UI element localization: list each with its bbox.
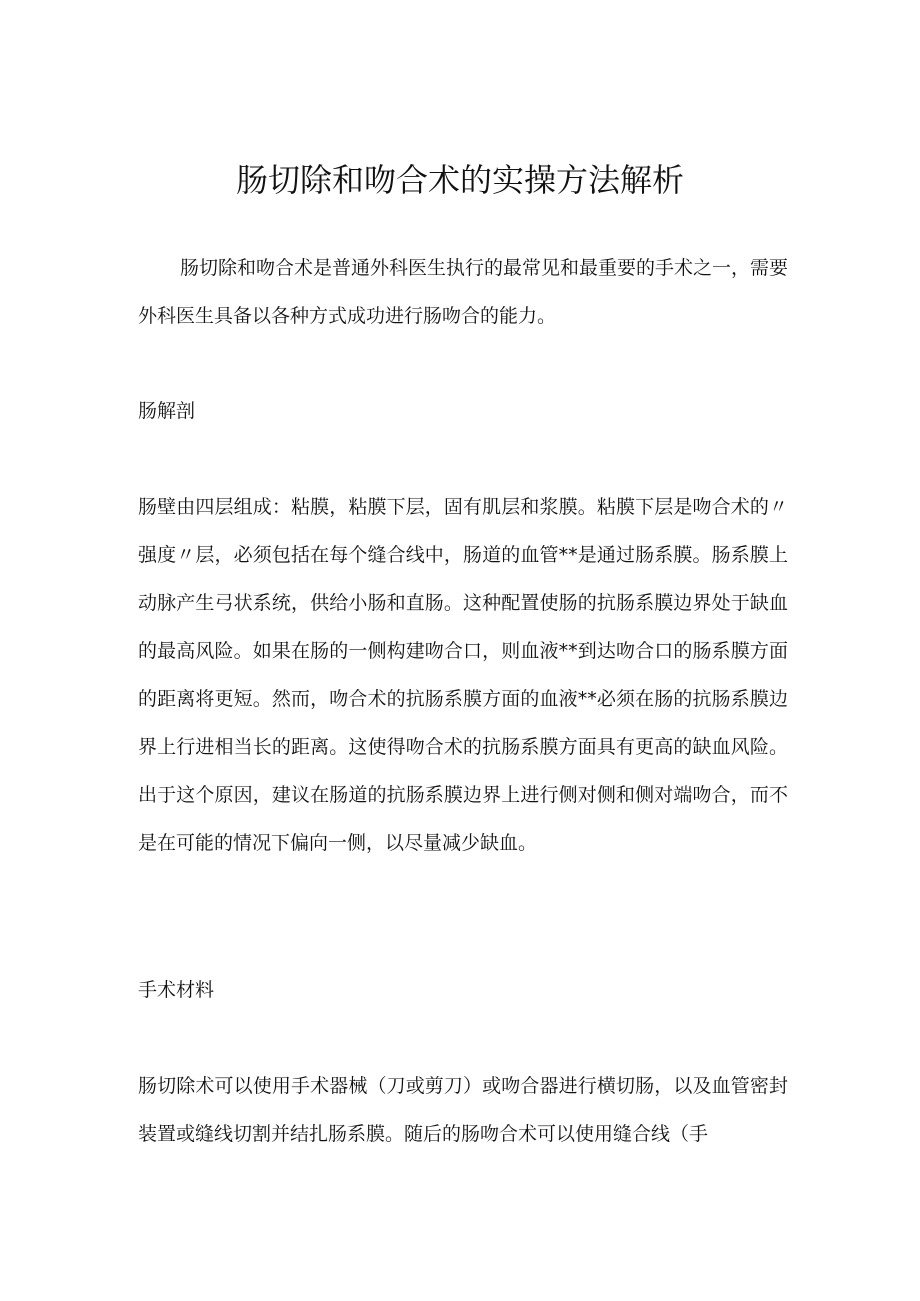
anatomy-paragraph: 肠壁由四层组成：粘膜，粘膜下层，固有肌层和浆膜。粘膜下层是吻合术的〃强度〃层，必须包括在每个缝合线中，肠道的血管**是通过肠系膜。肠系膜上动脉产生弓状系统，供给小肠和直肠。这种配置使肠的抗肠系膜边界处于缺血的最高风险。如果在肠的一侧构建吻合口，则血液**到达吻合口的肠系膜方面的距离将更短。然而，吻合术的抗肠系膜方面的血液**必须在肠的抗肠系膜边界上行进相当长的距离。这使得吻合术的抗肠系膜方面具有更高的缺血风险。出于这个原因，建议在肠道的抗肠系膜边界上进行侧对侧和侧对端吻合，而不是在可能的情况下偏向一侧，以尽量减少缺血。 (138, 496, 788, 854)
materials-paragraph: 肠切除术可以使用手术器械（刀或剪刀）或吻合器进行横切肠，以及血管密封装置或缝线切割并结扎肠系膜。随后的肠吻合术可以使用缝合线（手 (138, 1075, 788, 1145)
intro-paragraph: 肠切除和吻合术是普通外科医生执行的最常见和最重要的手术之一，需要外科医生具备以各种方式成功进行肠吻合的能力。 (138, 257, 789, 327)
section-heading-materials: 手术材料 (138, 979, 215, 1001)
section-heading-anatomy: 肠解剖 (138, 400, 196, 422)
document-title: 肠切除和吻合术的实操方法解析 (235, 161, 684, 199)
